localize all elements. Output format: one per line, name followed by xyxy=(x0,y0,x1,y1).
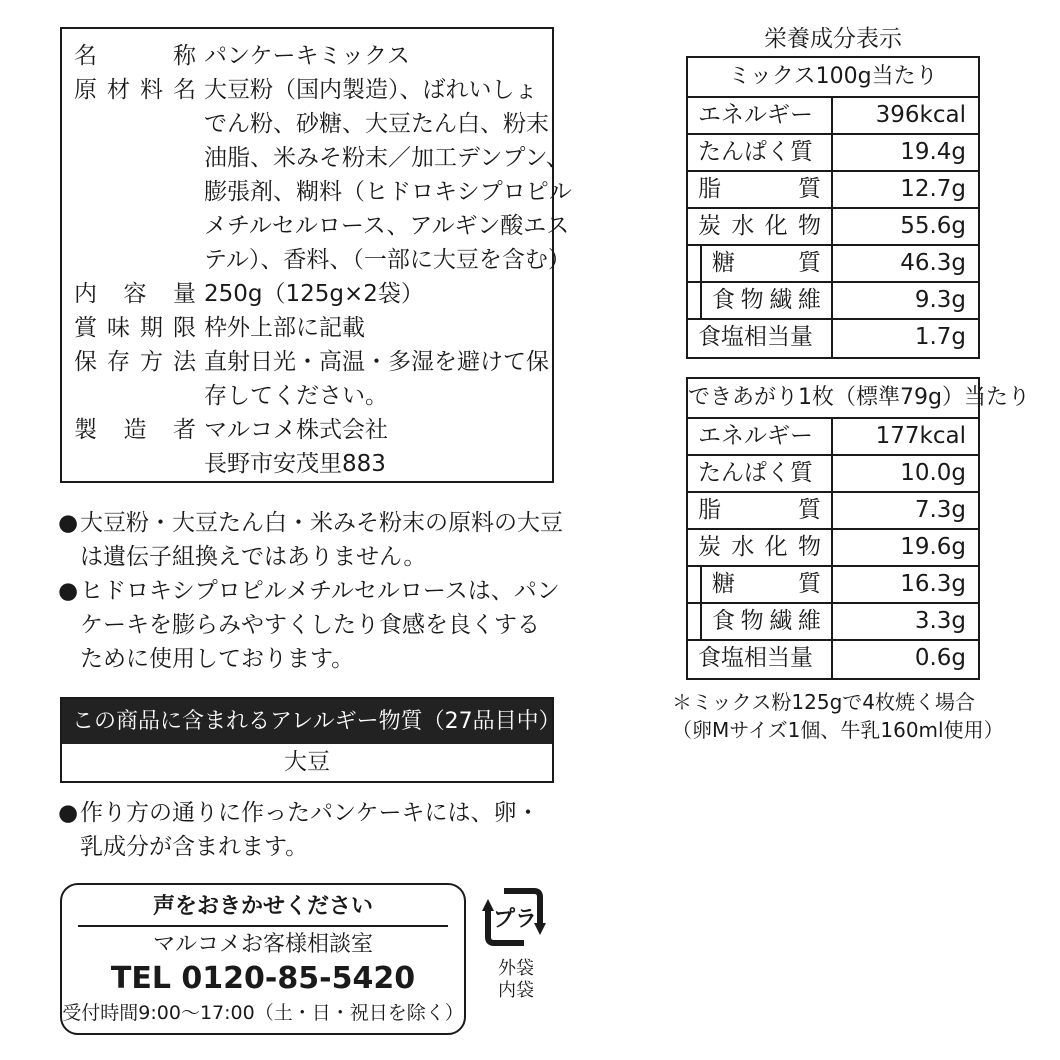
nutrition-label xyxy=(688,493,833,528)
info-value-line: 油脂、米みそ粉末／加工デンプン、 xyxy=(204,145,569,171)
nutrition-label-char: 水 xyxy=(731,534,755,560)
info-label-char: 味 xyxy=(107,315,130,341)
nutrition-value: 16.3g xyxy=(900,571,966,597)
info-label-char: 期 xyxy=(140,315,163,341)
nutrition-label-char: エネルギー xyxy=(698,423,813,449)
nutrition-label xyxy=(688,98,833,133)
info-value-line: テル）、香料、（一部に大豆を含む） xyxy=(204,247,571,273)
nutrition-label-char: 食塩相当量 xyxy=(698,324,813,350)
info-label-char: 保 xyxy=(74,349,97,375)
nutrition-footnote xyxy=(672,688,1012,744)
info-value xyxy=(204,345,549,413)
info-label-char: 称 xyxy=(173,43,196,69)
info-label-char: 名 xyxy=(173,77,196,103)
info-label-char: 内 xyxy=(74,281,97,307)
nutrition-label xyxy=(688,135,833,170)
note-lines xyxy=(80,574,560,676)
nutrition-label-char: 炭 xyxy=(698,213,721,239)
allergen-box xyxy=(60,697,561,783)
nutrition-label-char: 脂 xyxy=(698,176,721,202)
info-label-char: 限 xyxy=(173,315,196,341)
nutrition-label xyxy=(700,604,833,639)
nutrition-row xyxy=(688,135,978,172)
nutrition-label-char: 化 xyxy=(764,213,788,239)
nutrition-label-char: 質 xyxy=(798,571,821,597)
nutrition-value: 9.3g xyxy=(914,287,966,313)
nutrition-label xyxy=(688,172,833,207)
info-label-char: 存 xyxy=(107,349,130,375)
info-label-char: 方 xyxy=(140,349,163,375)
plastic-recycle-icon xyxy=(482,885,546,949)
customer-contact-box xyxy=(60,883,466,1035)
nutrition-label xyxy=(688,530,833,565)
info-label xyxy=(74,39,196,73)
nutrition-value: 396kcal xyxy=(875,102,966,128)
info-label-char: 名 xyxy=(74,43,97,69)
nutrition-label-char: 質 xyxy=(798,497,821,523)
info-label-char: 量 xyxy=(173,281,196,307)
note-line: 乳成分が含まれます。 xyxy=(80,834,309,860)
nutrition-value: 55.6g xyxy=(900,213,966,239)
nutrition-row xyxy=(688,456,978,493)
nutrition-table-per-100g xyxy=(686,56,980,359)
nutrition-title: 栄養成分表示 xyxy=(764,26,902,52)
bullet-icon: ● xyxy=(58,510,79,536)
nutrition-row xyxy=(688,493,978,530)
info-value-line: 膨張剤、糊料（ヒドロキシプロピル xyxy=(204,179,572,205)
nutrition-label-char: 維 xyxy=(797,608,821,634)
info-value xyxy=(204,277,544,311)
info-label-char: 賞 xyxy=(74,315,97,341)
info-value-line: パンケーキミックス xyxy=(204,43,410,69)
nutrition-value: 3.3g xyxy=(914,608,966,634)
info-label-char: 容 xyxy=(123,281,147,307)
info-value-line: メチルセルロース、アルギン酸エス xyxy=(204,213,570,239)
nutrition-value: 12.7g xyxy=(900,176,966,202)
info-label xyxy=(74,413,196,447)
note-line: ために使用しております。 xyxy=(80,646,355,672)
note-lines xyxy=(80,796,540,864)
note-line: ヒドロキシプロピルメチルセルロースは、パン xyxy=(80,578,560,604)
nutrition-value: 10.0g xyxy=(900,460,966,486)
nutrition-row xyxy=(688,98,978,135)
recycle-mark-text: プラ xyxy=(492,907,538,932)
bullet-icon: ● xyxy=(58,800,79,826)
product-info-box xyxy=(60,27,572,483)
nutrition-label-char: 繊 xyxy=(769,608,793,634)
nutrition-label-char: たんぱく質 xyxy=(698,460,813,486)
info-label xyxy=(74,277,196,311)
nutrition-label-char: 脂 xyxy=(698,497,721,523)
allergen-value: 大豆 xyxy=(284,749,330,775)
info-value xyxy=(204,311,544,345)
nutrition-label-char: 物 xyxy=(797,534,821,560)
nutrition-label-char: 糖 xyxy=(712,250,735,276)
info-label-char: 者 xyxy=(173,417,196,443)
info-value xyxy=(204,73,572,277)
contact-phone: TEL 0120-85-5420 xyxy=(110,961,416,996)
info-label-char: 造 xyxy=(123,417,147,443)
nutrition-row xyxy=(688,419,978,456)
info-value-line: でん粉、砂糖、大豆たん白、粉末 xyxy=(204,111,549,137)
nutrition-label-char: 炭 xyxy=(698,534,721,560)
info-label-char: 材 xyxy=(107,77,130,103)
info-value-line: 長野市安茂里883 xyxy=(204,451,386,477)
info-value xyxy=(204,413,544,481)
info-value-line: 直射日光・高温・多湿を避けて保 xyxy=(204,349,549,375)
nutrition-label-char: エネルギー xyxy=(698,102,813,128)
nutrition-label-char: 物 xyxy=(740,287,764,313)
info-value-line: マルコメ株式会社 xyxy=(204,417,388,443)
nutrition-value: 19.6g xyxy=(900,534,966,560)
nutrition-label-char: 水 xyxy=(731,213,755,239)
nutrition-table-per-piece xyxy=(686,377,1030,680)
info-label xyxy=(74,73,196,107)
note-line: 大豆粉・大豆たん白・米みそ粉末の原料の大豆 xyxy=(80,510,563,536)
info-label-char: 製 xyxy=(74,417,97,443)
nutrition-label-char: 物 xyxy=(740,608,764,634)
nutrition-label xyxy=(700,283,833,318)
nutrition-value: 19.4g xyxy=(900,139,966,165)
info-label xyxy=(74,345,196,379)
nutrition-label xyxy=(688,419,833,454)
contact-hours: 受付時間9:00～17:00（土・日・祝日を除く） xyxy=(62,1002,464,1024)
nutrition-row xyxy=(688,530,978,567)
nutrition-row xyxy=(688,604,978,641)
contact-department: マルコメお客様相談室 xyxy=(152,932,373,957)
info-value-line: 250g（125g×2袋） xyxy=(204,281,424,307)
nutrition-table-header: できあがり1枚（標準79g）当たり xyxy=(688,379,978,419)
nutrition-value: 46.3g xyxy=(900,250,966,276)
recycle-part-inner: 内袋 xyxy=(498,980,534,1001)
info-value-line: 大豆粉（国内製造）、ばれいしょ xyxy=(204,77,538,103)
nutrition-label-char: 質 xyxy=(798,176,821,202)
nutrition-label-char: 化 xyxy=(764,534,788,560)
bullet-icon: ● xyxy=(58,578,79,604)
footnote-line: （卵Mサイズ1個、牛乳160ml使用） xyxy=(672,718,1004,742)
info-label xyxy=(74,311,196,345)
note-line: ケーキを膨らみやすくしたり食感を良くする xyxy=(80,612,540,638)
nutrition-label xyxy=(700,246,833,281)
nutrition-label xyxy=(700,567,833,602)
nutrition-label-char: 物 xyxy=(797,213,821,239)
nutrition-label-char: 食塩相当量 xyxy=(698,645,813,671)
nutrition-label-char: 食 xyxy=(712,608,735,634)
nutrition-label-char: たんぱく質 xyxy=(698,139,813,165)
nutrition-row xyxy=(688,283,978,320)
nutrition-row xyxy=(688,209,978,246)
nutrition-row xyxy=(688,246,978,283)
info-label-char: 原 xyxy=(74,77,97,103)
nutrition-label xyxy=(688,456,833,491)
recycle-part-outer: 外袋 xyxy=(498,958,534,979)
nutrition-value: 0.6g xyxy=(914,645,966,671)
nutrition-label xyxy=(688,320,833,357)
nutrition-value: 1.7g xyxy=(914,324,966,350)
info-label-char: 法 xyxy=(173,349,196,375)
nutrition-value: 7.3g xyxy=(914,497,966,523)
nutrition-label-char: 維 xyxy=(797,287,821,313)
nutrition-row xyxy=(688,641,978,678)
recycle-parts xyxy=(480,958,552,1002)
info-value-line: 枠外上部に記載 xyxy=(204,315,365,341)
nutrition-label-char: 糖 xyxy=(712,571,735,597)
nutrition-label-char: 食 xyxy=(712,287,735,313)
nutrition-label-char: 質 xyxy=(798,250,821,276)
footnote-line: ＊ミックス粉125gで4枚焼く場合 xyxy=(672,690,975,714)
nutrition-row xyxy=(688,320,978,357)
nutrition-table-header: ミックス100g当たり xyxy=(688,58,978,98)
info-value xyxy=(204,39,544,73)
nutrition-value: 177kcal xyxy=(875,423,966,449)
nutrition-row xyxy=(688,172,978,209)
nutrition-label xyxy=(688,641,833,678)
nutrition-label-char: 繊 xyxy=(769,287,793,313)
note-line: は遺伝子組換えではありません。 xyxy=(80,544,427,570)
contact-title: 声をおきかせください xyxy=(78,891,448,927)
note-lines xyxy=(80,506,563,574)
allergen-heading: この商品に含まれるアレルギー物質（27品目中） xyxy=(62,699,552,744)
info-label-char: 料 xyxy=(140,77,163,103)
nutrition-label xyxy=(688,209,833,244)
note-line: 作り方の通りに作ったパンケーキには、卵・ xyxy=(80,800,540,826)
nutrition-row xyxy=(688,567,978,604)
info-value-line: 存してください。 xyxy=(204,383,388,409)
